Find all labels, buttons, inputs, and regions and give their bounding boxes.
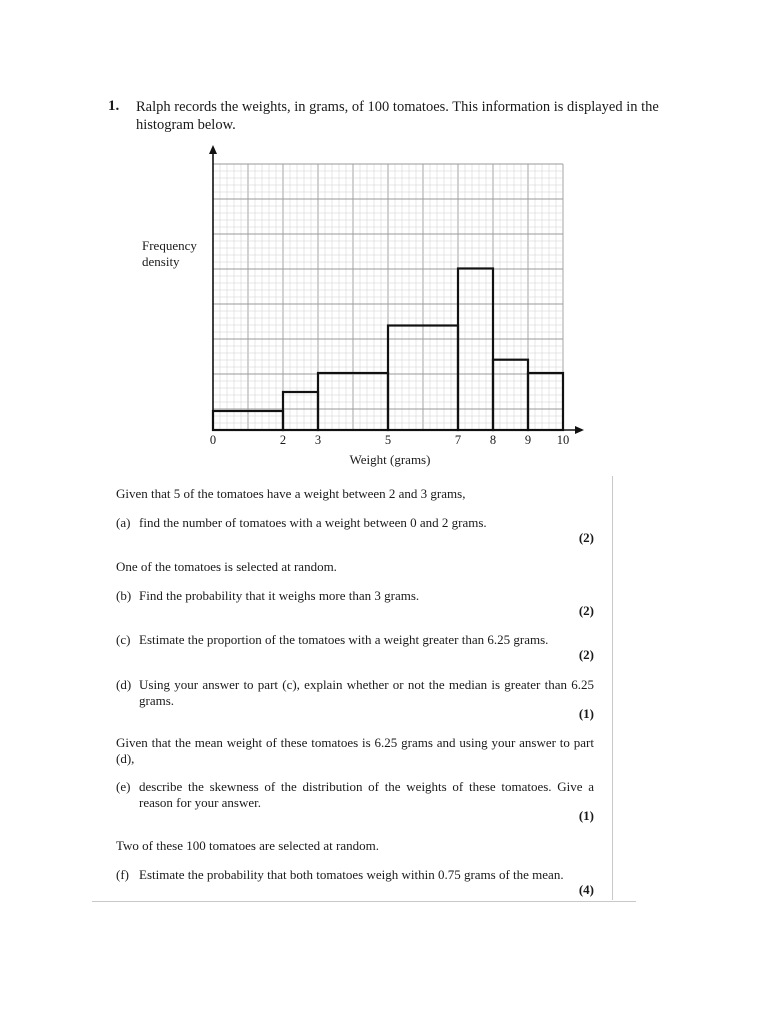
part-f-marks: (4) (578, 882, 594, 897)
x-tick-label: 5 (384, 433, 392, 447)
part-f-label: (f) (116, 867, 129, 882)
question-intro: Ralph records the weights, in grams, of 100 tomatoes. This information is displayed in the histogram below. (136, 99, 659, 133)
two-selected-statement: Two of these 100 tomatoes are selected at random. (116, 838, 379, 853)
part-a-text: find the number of tomatoes with a weight between 0 and 2 grams. (139, 515, 487, 530)
histogram-chart (120, 140, 600, 476)
y-axis-label: Frequency density (142, 238, 197, 269)
answer-box-border-bottom (92, 901, 636, 902)
random-selection-statement: One of the tomatoes is selected at random. (116, 559, 337, 574)
part-d-text: Using your answer to part (c), explain whether or not the median is greater than 6.25 grams. (139, 677, 594, 708)
part-f (116, 867, 594, 883)
part-f-text: Estimate the probability that both tomatoes weigh within 0.75 grams of the mean. (139, 867, 564, 882)
part-b-text: Find the probability that it weighs more than 3 grams. (139, 588, 420, 603)
x-tick-label: 0 (209, 433, 217, 447)
x-tick-label: 9 (524, 433, 532, 447)
mean-given-statement: Given that the mean weight of these tomatoes is 6.25 grams and using your answer to part (d), (116, 735, 594, 766)
x-axis-label: Weight (grams) (349, 452, 431, 467)
given-statement: Given that 5 of the tomatoes have a weight between 2 and 3 grams, (116, 486, 466, 501)
part-e-marks: (1) (578, 808, 594, 823)
part-c-marks: (2) (578, 647, 594, 662)
histogram-bar (458, 269, 493, 431)
x-tick-label: 3 (314, 433, 322, 447)
part-d (116, 677, 594, 709)
x-tick-label: 10 (556, 433, 570, 447)
part-d-marks: (1) (578, 706, 594, 721)
question-number: 1. (108, 98, 120, 114)
part-b-marks: (2) (578, 603, 594, 618)
histogram-bar (283, 392, 318, 430)
part-c-text: Estimate the proportion of the tomatoes with a weight greater than 6.25 grams. (139, 632, 549, 647)
part-b-label: (b) (116, 588, 132, 603)
x-tick-labels (210, 433, 569, 447)
part-b (116, 588, 594, 604)
part-e (116, 779, 594, 811)
part-a-marks: (2) (578, 530, 594, 545)
part-c-label: (c) (116, 632, 131, 647)
x-axis-arrow (575, 426, 584, 434)
part-c (116, 632, 594, 648)
y-axis-arrow (209, 145, 217, 154)
part-a (116, 515, 594, 531)
part-e-label: (e) (116, 779, 131, 794)
answer-box-border-right (612, 476, 613, 900)
x-tick-label: 2 (279, 433, 287, 447)
part-d-label: (d) (116, 677, 132, 692)
x-tick-label: 8 (489, 433, 497, 447)
histogram-bar (528, 373, 563, 430)
x-tick-label: 7 (454, 433, 462, 447)
part-e-text: describe the skewness of the distribution of the weights of these tomatoes. Give a reason for your answer. (139, 779, 594, 810)
part-a-label: (a) (116, 515, 131, 530)
